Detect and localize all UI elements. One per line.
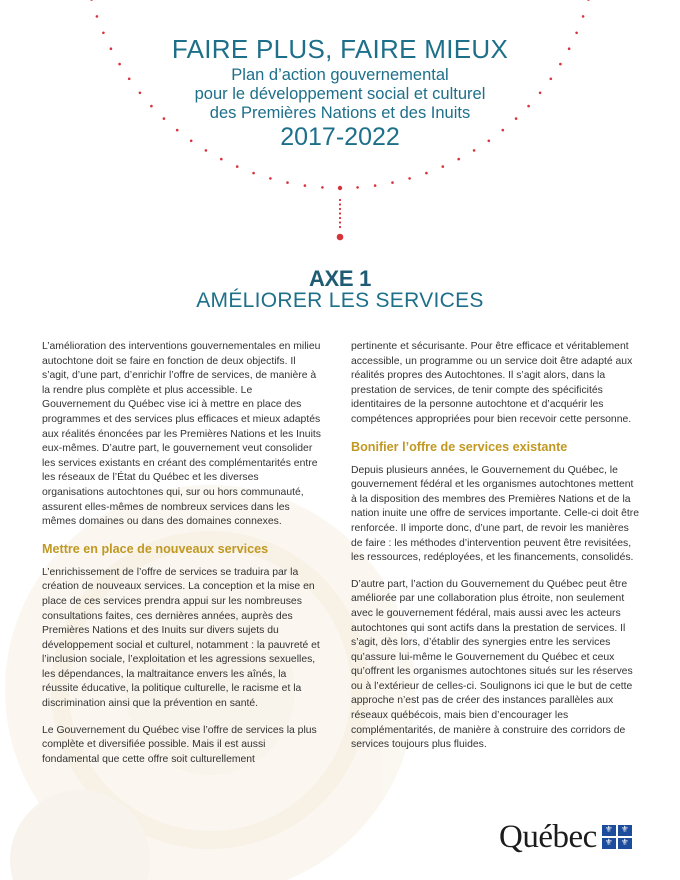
quebec-wordmark: Québec	[499, 818, 597, 855]
decorative-dot	[339, 203, 341, 205]
decorative-dot	[90, 0, 93, 1]
decorative-dot	[425, 172, 428, 175]
decorative-dot	[356, 186, 359, 189]
document-years: 2017-2022	[280, 123, 400, 151]
paragraph-cultural-safety: pertinente et sécurisante. Pour être efficace et véritablement accessible, un programme ou un service doit être adapté aux réalités propres des Autochtones. Il s’agit alors, dans la prestation de services, de tenir compte des spécificités identitaires de la personne autochtone et d’acquérir les compétences appropriées pour bien recevoir cette personne.	[351, 341, 633, 425]
decorative-dot	[587, 0, 590, 1]
axis-title: AMÉLIORER LES SERVICES	[196, 289, 484, 312]
paragraph-collaboration: D’autre part, l’action du Gouvernement du Québec peut être améliorée par une collaboration plus étroite, non seulement avec le gouvernement fédéral, mais aussi avec les acteurs autochtones qui sont actifs dans la prestation de services. Il s’agit, dès lors, d’établir des synergies entre les services qu’assure lui-même le Gouvernement du Québec et ceux qu’offrent les organismes autochtones situés sur les réserves ou à l’extérieur de celles-ci. Soulignons ici que le but de cette approche n’est pas de créer des instances parallèles aux réseaux québécois, mais bien d’encourager les complémentarités, de manière à construire des corridors de services toujours plus fluides.	[351, 578, 633, 751]
section-heading-new-services: Mettre en place de nouveaux services	[42, 541, 269, 556]
intro-paragraph: L’amélioration des interventions gouvernementales en milieu autochtone doit se faire en fonction de deux objectifs. Il s’agit, d’une part, d’enrichir l’offre de services, de manière à la rendre plus complète et plus accessible. Le Gouvernement du Québec vise ici à mettre en place des programmes et des services plus efficaces et mieux adaptés aux réalités énoncées par les Premières Nations et les Inuits eux-mêmes. D’autre part, le gouvernement veut consolider les services existants en créant des complémentarités entre les réseaux de l’État du Québec et les diverses organisations autochtones qui, sur ou hors communauté, assurent elles-mêmes de nombreux services dans les mêmes domaines ou dans des domaines connexes.	[42, 341, 321, 528]
section-heading-existing-services: Bonifier l’offre de services existante	[351, 439, 568, 454]
decorative-dot	[339, 208, 341, 210]
document-subtitle-line-3: des Premières Nations et des Inuits	[209, 104, 471, 122]
decorative-dot	[252, 172, 255, 175]
decorative-dot	[339, 199, 341, 201]
decorative-dot	[220, 158, 223, 161]
decorative-dot	[391, 181, 394, 184]
decorative-dot	[339, 221, 341, 223]
decorative-dot	[339, 212, 341, 214]
decorative-dot	[339, 226, 341, 228]
decorative-dot	[582, 15, 585, 18]
left-column	[42, 340, 322, 767]
document-title: FAIRE PLUS, FAIRE MIEUX	[171, 34, 509, 64]
decorative-dot	[408, 177, 411, 180]
decorative-dot	[321, 186, 324, 189]
decorative-dot-large	[337, 234, 344, 241]
decorative-dot	[236, 165, 239, 168]
decorative-dot	[442, 165, 445, 168]
decorative-dot	[457, 158, 460, 161]
decorative-dot	[339, 217, 341, 219]
decorative-dot	[338, 186, 342, 190]
decorative-dot	[304, 184, 307, 187]
decorative-dot	[374, 184, 377, 187]
paragraph-new-services: L’enrichissement de l’offre de services se traduira par la création de nouveaux services. La conception et la mise en place de ces services prendra appui sur les nombreuses consultations faites, ces dernières années, auprès des Premières Nations et des Inuits sur divers sujets du développement social et culturel, notamment : la pauvreté et l’inclusion sociale, l’exploitation et les agressions sexuelles, les dépendances, la maltraitance envers les aînés, la réussite éducative, la politique culturelle, le racisme et la discrimination ainsi que la prévention en santé.	[42, 566, 320, 710]
quebec-logo	[499, 817, 632, 857]
decorative-dot	[286, 181, 289, 184]
fleur-de-lis-icon: ⚜	[618, 825, 632, 836]
decorative-dot	[269, 177, 272, 180]
fleur-de-lis-icon: ⚜	[602, 825, 616, 836]
document-subtitle-line-1: Plan d’action gouvernemental	[231, 66, 449, 84]
paragraph-service-offer: Le Gouvernement du Québec vise l’offre de services la plus complète et diversifiée possible. Mais il est aussi fondamental que cette offre soit culturellement	[42, 724, 317, 765]
fleur-de-lis-icon: ⚜	[618, 838, 632, 849]
quebec-flag-icon	[602, 825, 632, 849]
axis-number: AXE 1	[308, 266, 372, 291]
document-subtitle-line-2: pour le développement social et culturel	[194, 85, 486, 103]
right-column	[351, 340, 641, 753]
paragraph-existing-services: Depuis plusieurs années, le Gouvernement du Québec, le gouvernement fédéral et les organismes autochtones mettent à la disposition des membres des Premières Nations et de la nation inuite une offre de services importante. Celle-ci doit être renforcée. Il importe donc, d’une part, de revoir les manières de faire : les méthodes d’intervention peuvent être revisitées, les ressources, redéployées, et les financements, consolidés.	[351, 464, 640, 564]
decorative-dot-line	[337, 199, 344, 240]
decorative-dot	[96, 15, 99, 18]
fleur-de-lis-icon: ⚜	[602, 838, 616, 849]
